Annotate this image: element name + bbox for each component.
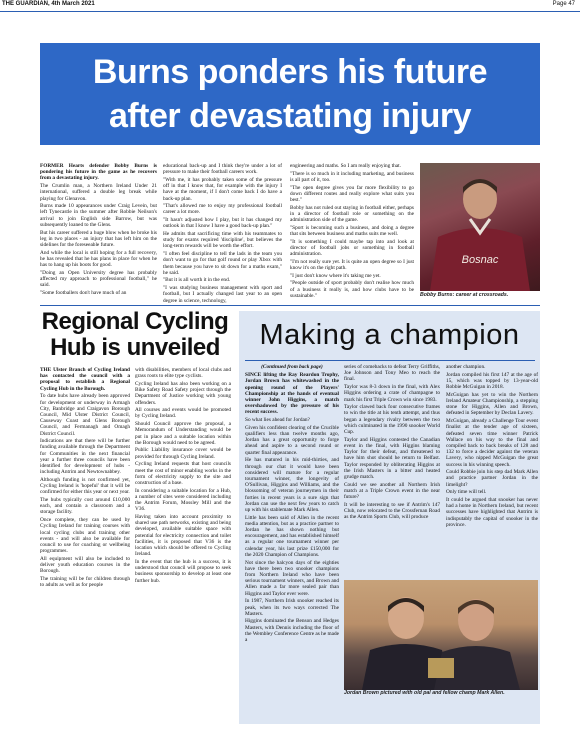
paragraph: educational back-up and I think they're under a lot of pressure to make their football careers work. [163,163,282,176]
paragraph: And while the local is still hoping for a full recovery, he has revealed that he has plans in place for when he has to hang up his boots for good. [40,249,157,269]
paragraph: The training will be for children through to adults as well as for people [40,576,130,589]
paragraph: Not since the halcyon days of the eighties have there been two snooker champions from Northern Ireland who have been serious tournament winners, and Brown and Allen made a far more sealed pair than Higgins and Taylor ever were. [245,559,339,597]
page-number: Page 47 [552,1,575,7]
paragraph: "I just don't know where it's taking me yet. [290,272,381,279]
paragraph: So what lies ahead for Jordan? [245,417,310,424]
paragraph: Cycling Ireland requests that host councils meet the cost of minor enabling works in the form of electricity supply to the site and construction of a base. [135,461,231,486]
paragraph: McGuigan has yet to win the Northern Ireland Amateur Championship, a stepping stone for Higgins, Allen and Brown, defeated in September by Declan Lavery. [446,391,538,417]
paragraph: "But it is all worth it in the end. [163,277,231,284]
paragraph: "There is so much in it including marketing, and business is all part of it, too. [290,170,414,183]
paragraph: series of comebacks to defeat Terry Griffiths, Joe Johnson and Tony Meo to reach the final. [344,364,440,383]
paragraph: Cycling Ireland has also been working on a Bike Safety Road Safety project through the Department of Justice working with young offenders. [135,380,231,406]
paragraph: All equipment will also be included to deliver youth education courses in the Borough. [40,555,130,575]
champion-divider [245,360,535,361]
paragraph: Having taken into account proximity to shared use path networks, existing and being developed, available suitable space with potential for electricity connection and toilet facilities, it is proposed that V36 is the location which should be offered to Cycling Ireland. [135,513,231,558]
burns-lead: FORMER Hearts defender Bobby Burns is pondering his future in the game as he recovers from a devastating injury. [40,163,157,182]
bobby-burns-photo [420,163,540,291]
burns-column-3 [290,163,414,313]
paragraph: Only time will tell. [446,489,487,496]
paragraph: "I often feel discipline to tell the lads in the team you don't want to go for that golf round or play Xbox with them because you have to sit down for a maths exam," he said. [163,251,282,276]
burns-photo-caption: Bobby Burns: career at crossroads. [420,292,509,298]
paragraph: Burns made 10 appearances under Craig Levein, but left Tynecastle in the summer after Robbie Neilson's arrival to join English side Barrow, but was subsequently loaned to the Glens. [40,203,157,228]
paragraph: Bobby has not ruled out staying in football either, perhaps in a director of football role or something on the administration side of the game. [290,204,414,224]
headline-banner [40,43,540,145]
burns-column-1 [40,163,157,313]
paragraph: All courses and events would be promoted by Cycling Ireland. [135,407,231,420]
paragraph: McGuigan, already a Challenge Tour event finalist at the tender age of sixteen, defeated seven time winner Patrick Wallace on his way to the final and compiled back to back breaks of 128 and 132 to force a decider against the veteran Lavery, who nipped McGuigan the great success in his winning speech. [446,418,538,468]
continued-note: (Continued from back page) [261,364,323,370]
section-divider [40,305,540,306]
paragraph: "I was studying business management with sport and football, but I actually changed last year to an open degree in science, technology, [163,285,282,304]
paragraph: "The open degree gives you far more flexibility to go down different routes and really explore what suits you best." [290,184,414,204]
cycling-headline [40,309,230,361]
champion-headline: Making a champion [259,319,520,351]
paragraph: Jordan compiled his first 147 at the age of 15, which was topped by 13-year-old Robbie McGuigan in 2018. [446,371,538,391]
paragraph: It could be argued that snooker has never had a home in Northern Ireland, but recent successes have highlighted that Antrim is indisputably the capital of snooker in the province. [446,497,538,528]
paragraph: Given his confident clearing of the Crucible qualifiers less than twelve months ago, Jordan has a great opportunity to forge ahead and aspire to a second round or quarter final appearance. [245,424,339,456]
cycling-lead: THE Ulster Branch of Cycling Ireland has contacted the council with a proposal to establish a Regional Cycling Hub in the Borough. [40,367,130,392]
headline-line-2: after devastating injury [108,97,472,135]
paragraph: But his career suffered a huge blow when he broke his leg in two places - an injury that has left him on the sidelines for the foreseeable future. [40,229,157,248]
paragraph: "Sport is becoming such a business, and doing a degree that sits between business and maths suits me well. [290,224,414,238]
masthead: THE GUARDIAN, 4th March 2021 [2,1,95,7]
brown-allen-photo [344,580,538,690]
player-illustration [420,163,540,291]
paragraph: "Doing an Open University degree has probably affected my approach to professional football," he said. [40,269,157,289]
paragraph: Once complete, they can be used by Cycling Ireland for training courses with local cycling clubs and training other events - and will also be available for council to use for coaching or wellbeing programmes. [40,517,130,555]
cycling-column-2 [135,367,231,584]
paragraph: Taylor clawed back four consecutive frames to win the title at his tenth attempt, and thus began a legendary rivalry between the two which culminated in the 1990 snooker World Cup. [344,404,440,436]
paragraph: He admits that sacrificing time with his teammates to study for exams required 'discipline', but believes the long-term rewards will be worth the effort. [163,231,282,250]
paragraph: "Some footballers don't have much of an [40,289,127,296]
paragraph: In considering a suitable location for a Hub, a number of sites were considered including the Antrim Forum, Mossley Mill and the V36. [135,487,231,513]
paragraph: Should Council approve the proposal, a Memorandum of Understanding would be put in place and a suitable location within the Borough would need to be agreed. [135,421,231,446]
cycling-headline-line-1: Regional Cycling [41,308,229,335]
paragraph: To date hubs have already been approved for development or underway in Armagh City, Banbridge and Craigavon Borough Council, Mid Ulster District Council, Causeway Coast and Glens Borough Council, and Fermanagh and Omagh District Council. [40,393,130,437]
paragraph: with disabilities, members of local clubs and grass roots to elite type cyclists. [135,367,231,380]
paragraph: "That's allowed me to enjoy my professional football career a lot more. [163,203,282,216]
paragraph: Taylor was 8-3 down in the final, with Alex Higgins ordering a crate of champagne to mark his first Triple Crown win since 1983. [344,384,440,403]
paragraph: another champion. [446,364,486,370]
burns-column-2 [163,163,282,313]
paragraph: The hubs typically cost around £10,000 each, and contain a classroom and a storage facility. [40,497,130,516]
paragraph: Could Robbie join his step dad Mark Allen and practice partner Jordan in the limelight? [446,469,538,488]
headline-line-1: Burns ponders his future [92,53,488,91]
paragraph: "I'm not really sure yet. It is quite an open degree so I just know it's on the right path. [290,258,414,272]
cycling-headline-line-2: Hub is unveiled [50,334,220,361]
paragraph: Could we see another all Northern Irish match at a Triple Crown event in the near future? [344,481,440,501]
paragraph: Little has been said of Allen in the recent media attention, but as a practice partner to Jordan he has shown nothing but encouragement, and has established himself as a regular one tournament winner per calendar year, his last prize £150,000 for the 2020 Champion of Champions. [245,514,339,558]
paragraph: engineering and maths. So I am really enjoying that. [290,163,401,169]
paragraph: "It is something I could maybe tap into and look at director of football jobs or something in football administration. [290,238,414,258]
paragraph: Public Liability insurance cover would be provided for through Cycling Ireland. [135,447,231,460]
paragraph: Although funding is not confirmed yet, Cycling Ireland is 'hopeful' that it will be confirmed for either this year or next year. [40,476,130,496]
paragraph: Taylor and Higgins contested the Canadian event in the final, with Higgins blaming Taylor for their defeat, and threatened to have him shot should he return to Belfast. Taylor responded by obliterating Higgins at the Irish Masters in a bitter and heated grudge match. [344,436,440,480]
champion-column-1 [245,364,339,650]
page-header [0,0,580,12]
paragraph: "It hasn't adjusted how I play, but it has changed my outlook in that I know I have a good back-up plan." [163,217,282,230]
paragraph: "People outside of sport probably don't realise how much of a business it really is, and how clubs have to be sustainable." [290,280,414,299]
paragraph: Higgins dominated the Benson and Hedges Masters, with Dennis including the floor of the Wembley Conference Centre as he made a [245,618,339,644]
paragraph: The Crumlin man, a Northern Ireland Under 21 international, suffered a double leg break while playing for Glenavon. [40,183,157,202]
paragraph: In 1987, Northern Irish snooker reached its peak, when its two ways corrected The Masters. [245,598,339,617]
players-illustration [344,580,538,690]
paragraph: In the event that the hub is a success, it is understood that council will propose to seek business sponsorship to develop at least one further hub. [135,558,231,584]
brown-allen-caption: Jordan Brown pictured with old pal and fellow champ Mark Allen. [344,690,505,696]
paragraph: It will be interesting to see if Antrim's 147 Club, now relocated to the Crossfernan Road as the Antrim Sports Club, will produce [344,501,440,521]
paragraph: Indications are that there will be further funding available through the Department for Communities in the next financial year a further three councils have been identified for development of hubs - including Antrim and Newtownabbey. [40,438,130,476]
paragraph: "With me, it has probably taken some of the pressure off in that I know that, for example with the injury I have at the moment, if I don't come back I do have a back-up plan. [163,176,282,202]
champion-column-3 [446,364,538,569]
paragraph: He has matured in his mid-thirties, and through our chat it would have been considered will mature for a regular tournament winner, the longevity of O'Sullivan, Higgins and Williams, and the blossoming of veteran journeymen in their forties in recent years is a sure sign that Jordan can use the next few years to catch up with his stablemate Mark Allen. [245,457,339,513]
shirt-sponsor-text: Bosnac [461,254,499,266]
cycling-column-1 [40,367,130,589]
champion-lead: SINCE lifting the Ray Reardon Trophy, Jordan Brown has whitewashed in the opening round of the Players' Championship at the hands of eventual winner John Higgins, a match overshadowed by the pressure of his recent success. [245,372,339,416]
